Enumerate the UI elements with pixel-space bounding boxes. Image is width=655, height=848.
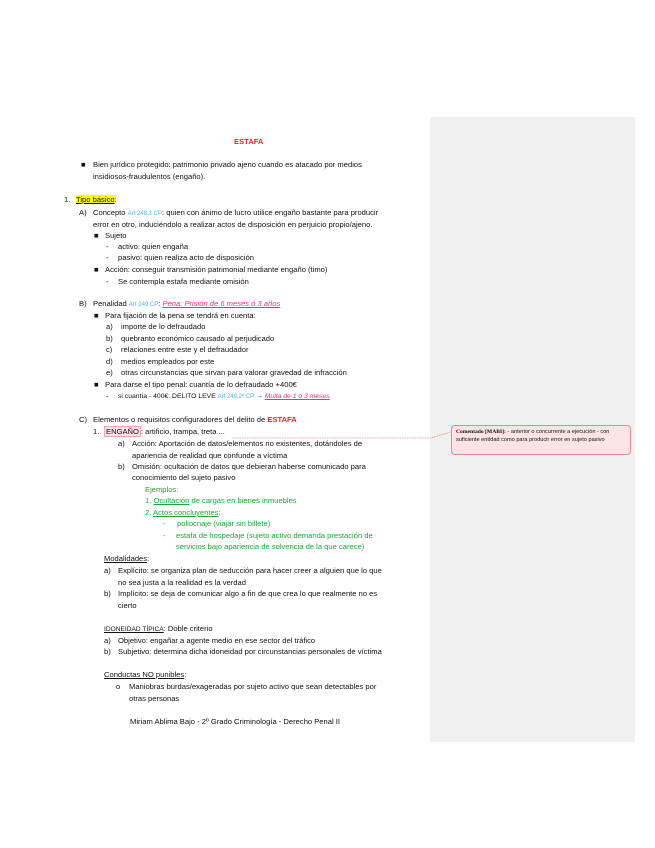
text-line: Elementos o requisitos configuradores del delito de ESTAFA	[93, 415, 297, 424]
circle-bullet-icon: o	[116, 682, 121, 691]
text-line: apariencia de realidad que confunde a víctima	[132, 451, 288, 460]
comment-author: Comentado [MABI]:	[456, 429, 506, 435]
text-line: Se contempla estafa mediante omisión	[118, 277, 249, 286]
list-item: medios empleados por este	[121, 357, 215, 366]
bullet-icon: ■	[94, 311, 99, 320]
list-marker: b)	[104, 589, 111, 598]
text-line: conocimiento del sujeto pasivo	[132, 473, 236, 482]
text-line: Para fijación de la pena se tendrá en cuenta:	[105, 311, 256, 320]
list-marker: a)	[104, 636, 111, 645]
list-number: 1.	[93, 427, 100, 436]
bullet-icon: ■	[94, 380, 99, 389]
text-line: activo: quien engaña	[118, 242, 189, 251]
bullet-icon: ■	[81, 160, 86, 169]
list-marker: b)	[106, 334, 113, 343]
example-item: poliocnaje (viajar sin billete)	[177, 519, 271, 528]
list-item: importe de lo defraudado	[121, 322, 206, 331]
text-line: otras personas	[129, 694, 180, 703]
list-marker: a)	[104, 566, 111, 575]
list-item: otras circunstancias que sirvan para valorar gravedad de infracción	[121, 368, 347, 377]
text-line: cierto	[118, 601, 137, 610]
text-line: Explícito: se organiza plan de seducción para hacer creer a alguien que lo que	[118, 566, 382, 575]
page-footer: Miriam Ablima Bajo - 2º Grado Criminología - Derecho Penal II	[130, 717, 340, 726]
list-marker: b)	[104, 647, 111, 656]
text-line: Omisión: ocultación de datos que debieran haberse comunicado para	[132, 462, 366, 471]
text-line: pasivo: quien realiza acto de disposición	[118, 253, 254, 262]
arrow-icon: →	[256, 393, 263, 400]
text-line: insidiosos-fraudulentos (engaño).	[93, 172, 206, 181]
list-item: quebranto económico causado al perjudicado	[121, 334, 275, 343]
bullet-icon: ■	[94, 265, 99, 274]
list-marker: a)	[118, 439, 125, 448]
list-marker: B)	[79, 299, 87, 308]
subheading: Modalidades:	[104, 554, 150, 563]
list-marker: a)	[106, 322, 113, 331]
examples-heading: Ejemplos:	[145, 485, 179, 494]
list-marker: d)	[106, 357, 113, 366]
text-line: Objetivo: engañar a agente medio en ese sector del tráfico	[118, 636, 316, 645]
example-item: 2. Actos concluyentes:	[145, 508, 221, 517]
dash-icon: -	[106, 277, 109, 286]
text-line: Acción: Aportación de datos/elementos no existentes, dotándoles de	[132, 439, 363, 448]
dash-icon: -	[106, 392, 109, 401]
comment-balloon[interactable]	[451, 425, 631, 455]
list-number: 1.	[64, 195, 71, 204]
text-line: Para darse el tipo penal: cuantía de lo defraudado +400€	[105, 380, 297, 389]
example-item: estafa de hospedaje (sujeto activo demanda prestación de	[176, 531, 373, 540]
dash-icon: -	[163, 519, 166, 528]
text-line: Subjetivo: determina dicha idoneidad por circunstancias personales de víctima	[118, 647, 382, 656]
list-marker: e)	[106, 368, 113, 377]
dash-icon: -	[163, 531, 166, 540]
comment-text: - anterior o concurrente a ejecución - con suficiente entidad como para producir error en sujeto pasivo	[456, 429, 610, 443]
example-item: 1. Ocultación de cargas en bienes inmuebles	[145, 496, 297, 505]
text-line: si cuantía - 400€: DELITO LEVE Art 249.2º CP → Multa de 1 ó 3 meses	[118, 393, 330, 400]
subheading: Conductas NO punibles:	[104, 670, 187, 679]
document-title: ESTAFA	[234, 137, 264, 146]
text-line: no sea justa a la realidad es la verdad	[118, 578, 246, 587]
list-item: relaciones entre este y el defraudador	[121, 345, 249, 354]
text-line: error en otro, induciéndolo a realizar actos de disposición en perjuicio propio/ajeno.	[93, 220, 373, 229]
text-line: Implícito: se deja de comunicar algo a fin de que crea lo que realmente no es	[118, 589, 378, 598]
list-marker: c)	[106, 345, 113, 354]
text-line: Concepto Art 248.1 CP: quien con ánimo de lucro utilice engaño bastante para producir	[93, 208, 379, 217]
example-item: servicios bajo apariencia de solvencia de la que carece)	[176, 542, 365, 551]
article-reference: Art 248.1 CP	[127, 211, 162, 217]
commented-text: ENGAÑO	[106, 427, 139, 436]
list-marker: b)	[118, 462, 125, 471]
section-heading: Tipo básico:	[76, 195, 117, 204]
text-line: Bien jurídico protegido: patrimonio privado ajeno cuando es atacado por medios	[93, 160, 362, 169]
text-line: Acción: conseguir transmisión patrimonial mediante engaño (timo)	[105, 265, 328, 274]
penalty-text: Pena: Prisión de 6 meses ó 3 años	[162, 299, 281, 308]
bullet-icon: ■	[94, 231, 99, 240]
dash-icon: -	[106, 253, 109, 262]
text-line: Sujeto	[105, 231, 127, 240]
text-line: Penalidad Art 249 CP: Pena: Prisión de 6 meses ó 3 años	[93, 299, 281, 308]
subheading: IDONEIDAD TÍPICA: Doble criterio	[104, 624, 213, 633]
text-line: ENGAÑO : artificio, trampa, treta ...	[106, 427, 225, 436]
text-line: Maniobras burdas/exageradas por sujeto activo que sean detectables por	[129, 682, 377, 691]
list-marker: C)	[79, 415, 88, 424]
list-marker: A)	[79, 208, 87, 217]
dash-icon: -	[106, 242, 109, 251]
